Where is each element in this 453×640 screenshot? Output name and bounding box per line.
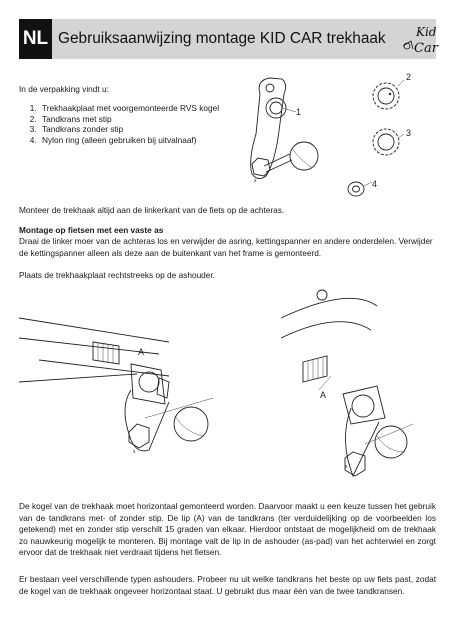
- list-item: 3. Tandkrans zonder stip: [39, 124, 254, 135]
- callout-4: 4: [372, 179, 378, 189]
- svg-text:Car: Car: [414, 41, 438, 56]
- place-plate-instruction: Plaats de trekhaakplaat rechtstreeks op de ashouder.: [19, 270, 216, 280]
- page-title: Gebruiksaanwijzing montage KID CAR trekhaak: [58, 30, 386, 47]
- callout-2: 2: [406, 72, 412, 82]
- axis-label: x: [254, 178, 257, 184]
- package-contents-list: [19, 103, 254, 145]
- callout-3: 3: [406, 128, 412, 138]
- horizontal-mount-text: De kogel van de trekhaak moet horizontaal gemonteerd worden. Daarvoor maakt u een keuze tussen het gebruik van de tandkrans met- of zonder stip. De lip (A) van de tandkrans (ter verduidelijking op de voorbeelden los getekend) met en zonder stip verschilt 15 graden van elkaar. Hierdoor ontstaat de mogelijkheid om de trekhaak zo nauwkeurig mogelijk te monteren. Bij montage valt de lip in de ashouder (as-pad) van het achterwiel en zorgt ervoor dat de trekhaak niet verdraait tijdens het fietsen.: [19, 501, 436, 558]
- lip-label-left: A: [138, 347, 145, 357]
- kid-car-logo: [401, 23, 438, 56]
- fixed-axle-instruction: Draai de linker moer van de achteras los en verwijder de asring, kettingspanner en andere onderdelen. Verwijder de kettingspanner alleen als deze aan de buitenkant van het frame is gemonteerd.: [19, 236, 433, 258]
- list-item: 2. Tandkrans met stip: [39, 114, 254, 125]
- list-item: 4. Nylon ring (alleen gebruiken bij uitvalnaaf): [39, 135, 254, 146]
- left-side-instruction: Monteer de trekhaak altijd aan de linkerkant van de fiets op de achteras.: [19, 205, 285, 215]
- lip-label-right: A: [320, 390, 327, 400]
- callout-1: 1: [296, 107, 302, 117]
- axle-holders-text: Er bestaan veel verschillende typen ashouders. Probeer nu uit welke tandkrans het beste op uw fiets past, zodat de kogel van de trekhaak ongeveer horizontaal staat. U gebruikt dus maar één van de twee tandkransen.: [19, 574, 436, 596]
- list-item: 1. Trekhaakplaat met voorgemonteerde RVS kogel: [39, 103, 254, 114]
- axis-label: x: [133, 449, 136, 455]
- language-badge: NL: [19, 19, 52, 59]
- axis-label: x: [345, 464, 348, 470]
- svg-text:Kid: Kid: [416, 25, 437, 39]
- intro-text: In de verpakking vindt u:: [19, 84, 109, 94]
- section-heading: Montage op fietsen met een vaste as: [19, 225, 164, 235]
- header-bar: [19, 19, 436, 59]
- mounting-illustration: [19, 290, 436, 495]
